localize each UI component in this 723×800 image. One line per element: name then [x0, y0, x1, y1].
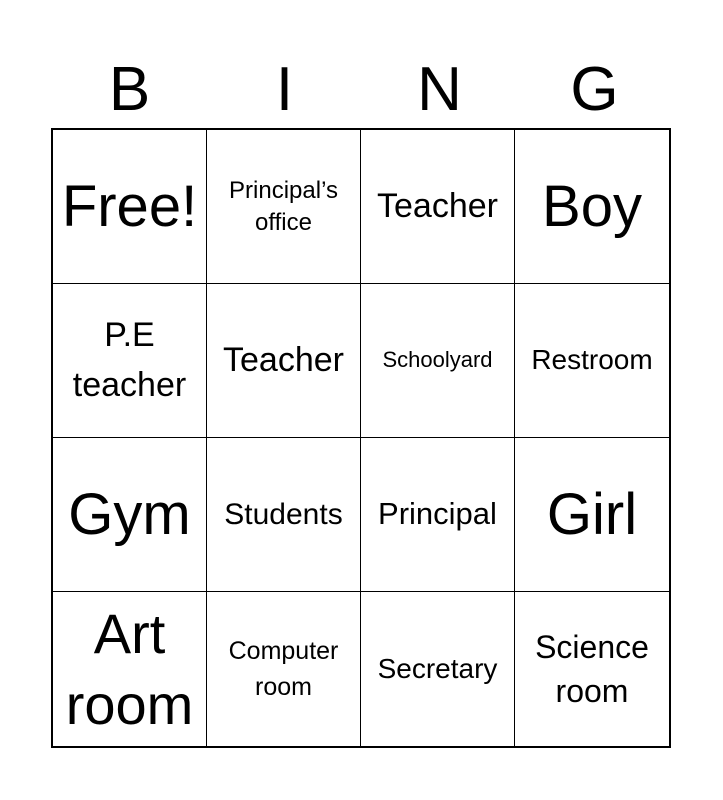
bingo-cell[interactable]: Teacher	[207, 284, 361, 438]
bingo-cell[interactable]: Principal’s office	[207, 130, 361, 284]
bingo-cell-free[interactable]: Free!	[53, 130, 207, 284]
bingo-cell[interactable]: Schoolyard	[361, 284, 515, 438]
bingo-cell[interactable]: Computer room	[207, 592, 361, 746]
bingo-board	[51, 128, 671, 748]
bingo-cell[interactable]: Art room	[53, 592, 207, 746]
header-letter-n: N	[417, 55, 462, 124]
header-letter-g: G	[570, 55, 619, 124]
bingo-cell[interactable]: Girl	[515, 438, 669, 592]
header-letter-i: I	[275, 55, 294, 124]
bingo-cell[interactable]: P.E teacher	[53, 284, 207, 438]
bingo-header	[52, 52, 672, 128]
bingo-cell[interactable]: Science room	[535, 628, 649, 709]
bingo-cell[interactable]: Secretary	[361, 592, 515, 746]
bingo-cell[interactable]: Boy	[515, 130, 669, 284]
bingo-cell[interactable]: Teacher	[361, 130, 515, 284]
bingo-cell[interactable]: Restroom	[515, 284, 669, 438]
bingo-cell[interactable]: Gym	[53, 438, 207, 592]
header-letter-b: B	[108, 55, 151, 124]
bingo-cell[interactable]: Students	[207, 438, 361, 592]
bingo-cell[interactable]: Principal	[361, 438, 515, 592]
